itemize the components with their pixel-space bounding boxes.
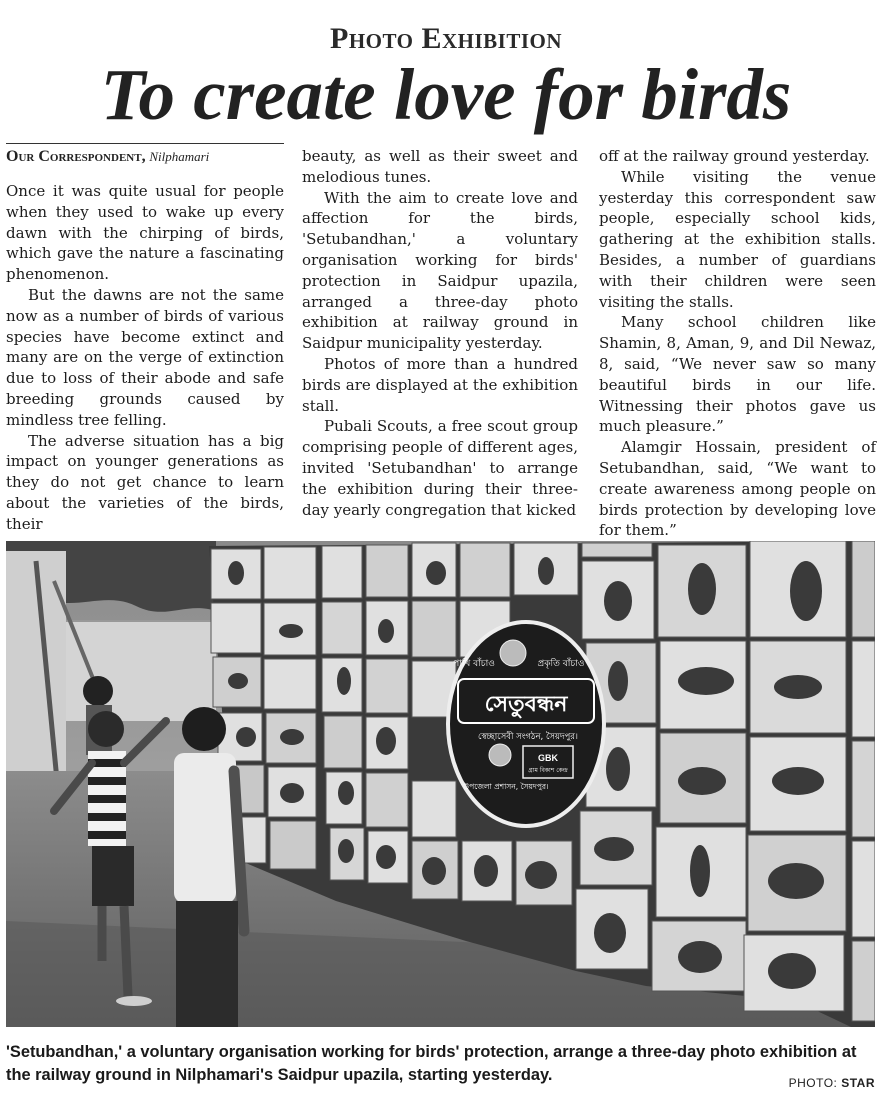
paragraph: Many school children like Shamin, 8, Aman, 9, and Dil Newaz, 8, said, “We never saw so many beautiful birds in our life. Witnessing their photos gave us much pleasure.” <box>599 313 876 436</box>
paragraph: With the aim to create love and affection for the birds, 'Setubandhan,' a voluntary organisation working for birds' protection in Saidpur upazila, arranged a three-day photo exhibition at railway ground in Saidpur municipality yesterday. <box>302 188 578 353</box>
photo-caption: 'Setubandhan,' a voluntary organisation working for birds' protection, arrange a three-day photo exhibition at the railway ground in Nilphamari's Saidpur upazila, starting yesterday. <box>6 1043 857 1084</box>
photo-credit-source: STAR <box>841 1076 875 1090</box>
paragraph: Photos of more than a hundred birds are displayed at the exhibition stall. <box>302 354 578 415</box>
photo-credit <box>789 1076 875 1090</box>
banner-gbk: GBK <box>538 753 558 763</box>
paragraph: The adverse situation has a big impact on younger generations as they do not get chance to learn about the varieties of the birds, their <box>6 431 284 533</box>
paragraph: While visiting the venue yesterday this correspondent saw people, especially school kids, gathering at the exhibition stalls. Besides, a number of guardians with their children were seen visiting the stalls. <box>599 167 876 311</box>
byline-rule <box>6 143 284 144</box>
paragraph: Pubali Scouts, a free scout group comprising people of different ages, invited 'Setubandhan' to arrange the exhibition during their three-day yearly congregation that kicked <box>302 417 578 519</box>
banner-top-left: পাখি বাঁচাও <box>453 659 495 669</box>
paragraph: off at the railway ground yesterday. <box>599 147 870 165</box>
paragraph: beauty, as well as their sweet and melodious tunes. <box>302 147 578 186</box>
section-kicker: Photo Exhibition <box>330 22 562 55</box>
byline-author: Our Correspondent, <box>6 148 146 165</box>
banner-gbk-sub: গ্রাম বিকাশ কেন্দ্র <box>528 767 568 774</box>
photo-credit-label: PHOTO: <box>788 1076 838 1090</box>
byline <box>6 148 209 166</box>
article-column-2 <box>302 146 578 520</box>
byline-location: Nilphamari <box>149 149 210 164</box>
banner-main: সেতুবন্ধন <box>484 692 568 717</box>
setubandhan-banner <box>448 622 604 826</box>
article-column-1 <box>6 181 284 535</box>
headline: To create love for birds <box>100 54 792 135</box>
article-column-3 <box>599 146 876 541</box>
paragraph: Once it was quite usual for people when they used to wake up every dawn with the chirping of birds, which gave the nature a fascinating phenomenon. <box>6 182 284 284</box>
paragraph: But the dawns are not the same now as a number of birds of various species have become extinct and many are on the verge of extinction due to loss of their abode and safe breeding grounds caused by mindless tree felling. <box>6 285 284 429</box>
banner-sub: স্বেচ্ছাসেবী সংগঠন, সৈয়দপুর। <box>478 732 578 742</box>
banner-bottom: উপজেলা প্রশাসন, সৈয়দপুর। <box>463 782 549 791</box>
paragraph: Alamgir Hossain, president of Setubandhan, said, “We want to create awareness among people on birds protection by developing love for them.” <box>599 438 876 540</box>
exhibition-photo <box>6 541 875 1027</box>
banner-top-right: প্রকৃতি বাঁচাও <box>537 659 585 669</box>
